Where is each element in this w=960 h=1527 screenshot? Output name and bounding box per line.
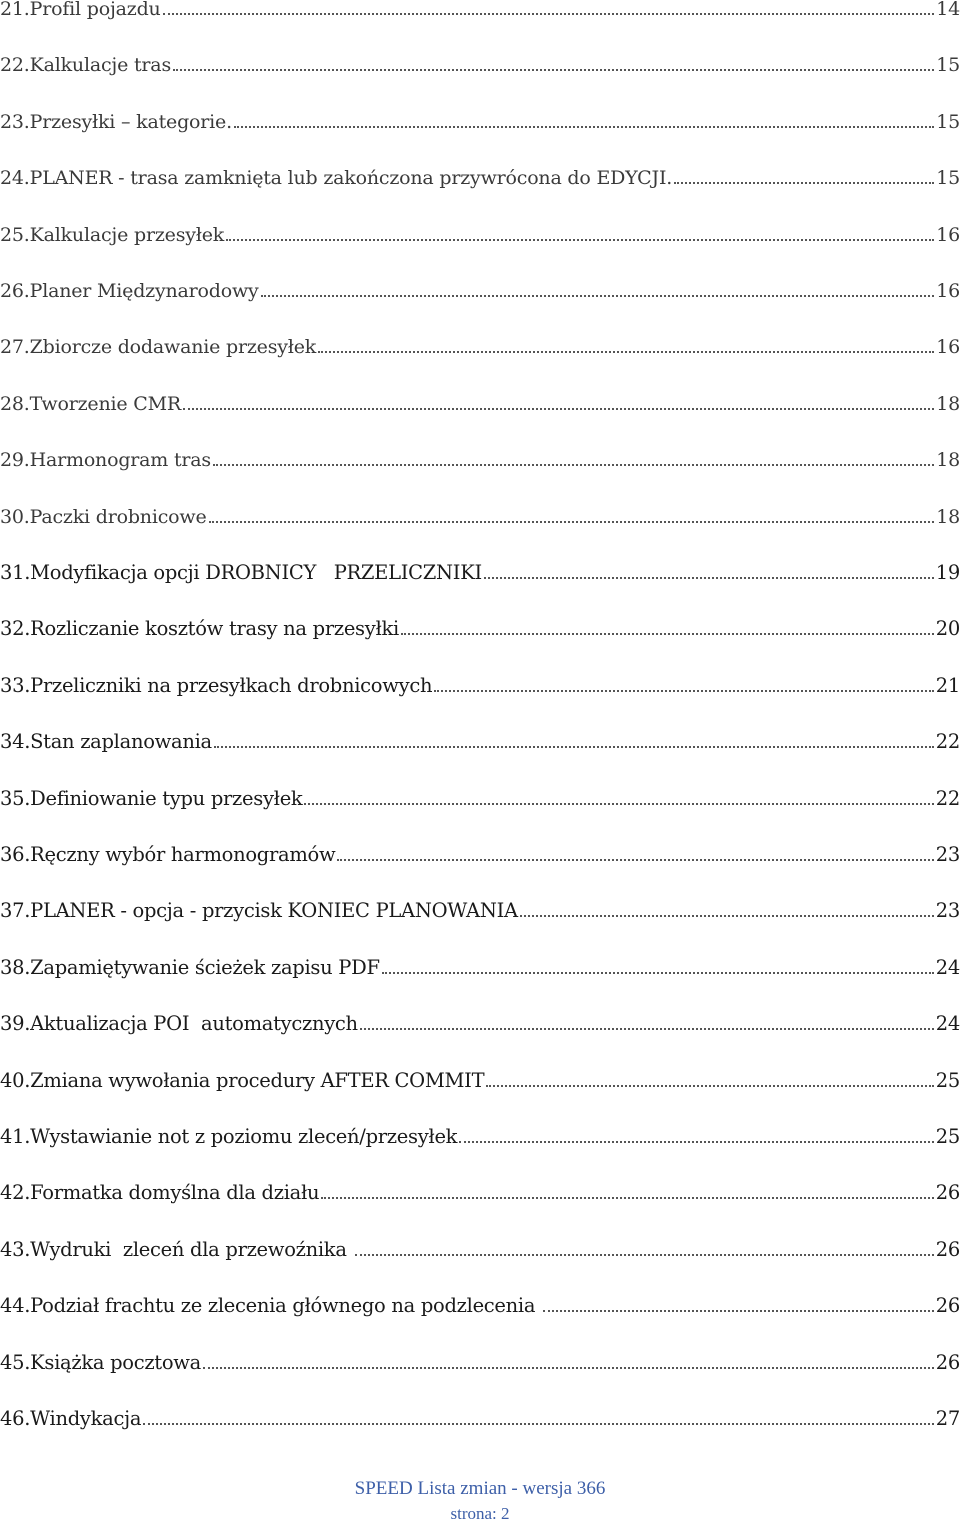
toc-entry-number: 43. xyxy=(0,1237,31,1261)
toc-entry-page: 24 xyxy=(935,955,960,979)
toc-entry-title: Rozliczanie kosztów trasy na przesyłki xyxy=(30,617,399,641)
toc-entry-page: 15 xyxy=(936,54,960,77)
toc-entry-number: 35. xyxy=(0,786,31,810)
toc-entry[interactable] xyxy=(0,1181,960,1238)
toc-entry-page: 26 xyxy=(935,1237,960,1261)
toc-entry-page: 18 xyxy=(936,505,960,528)
toc-dot-leader xyxy=(214,746,934,748)
toc-entry-title: Zmiana wywołania procedury AFTER COMMIT xyxy=(30,1068,485,1092)
toc-dot-leader xyxy=(434,690,934,692)
toc-entry[interactable] xyxy=(0,1069,960,1126)
toc-dot-leader xyxy=(486,1085,933,1087)
toc-dot-leader xyxy=(674,182,934,184)
toc-entry-page: 15 xyxy=(936,110,960,133)
toc-entry-title: Kalkulacje tras xyxy=(29,54,171,77)
toc-entry-title: Zapamiętywanie ścieżek zapisu PDF xyxy=(30,955,380,979)
toc-dot-leader xyxy=(543,1310,934,1312)
toc-entry[interactable] xyxy=(0,223,960,280)
toc-entry[interactable] xyxy=(0,674,960,731)
toc-entry-page: 20 xyxy=(935,617,960,641)
toc-dot-leader xyxy=(183,408,934,410)
toc-dot-leader xyxy=(337,859,933,861)
toc-entry[interactable] xyxy=(0,1125,960,1182)
toc-entry-number: 42. xyxy=(0,1181,31,1205)
toc-entry-page: 18 xyxy=(936,449,960,472)
toc-entry-number: 36. xyxy=(0,843,31,866)
toc-entry-page: 18 xyxy=(936,392,960,415)
toc-entry-number: 44. xyxy=(0,1294,31,1318)
toc-entry[interactable] xyxy=(0,617,960,674)
footer-page-number: strona: 2 xyxy=(450,1504,510,1523)
toc-entry-number: 31. xyxy=(0,561,31,584)
toc-dot-leader xyxy=(360,1028,934,1030)
toc-entry-title: Modyfikacja opcji DROBNICY PRZELICZNIKI xyxy=(30,561,482,584)
toc-entry-number: 45. xyxy=(0,1350,31,1374)
toc-entry[interactable] xyxy=(0,730,960,787)
toc-entry-page: 26 xyxy=(935,1350,960,1374)
toc-entry-title: Planer Międzynarodowy xyxy=(29,280,259,302)
toc-entry-title: Przesyłki – kategorie. xyxy=(29,110,232,133)
toc-entry-title: PLANER - trasa zamknięta lub zakończona przywrócona do EDYCJI. xyxy=(29,167,673,190)
toc-entry[interactable] xyxy=(0,1294,960,1351)
toc-entry-number: 28. xyxy=(0,392,30,415)
toc-entry-number: 41. xyxy=(0,1125,31,1148)
toc-entry-page: 27 xyxy=(935,1407,960,1430)
toc-entry-page: 22 xyxy=(935,786,960,810)
toc-entry-number: 21. xyxy=(0,0,30,20)
toc-dot-leader xyxy=(173,69,934,71)
toc-entry-title: Zbiorcze dodawanie przesyłek xyxy=(29,336,317,359)
toc-entry-page: 26 xyxy=(935,1181,960,1205)
toc-entry-title: Kalkulacje przesyłek xyxy=(29,223,225,246)
toc-entry-title: Tworzenie CMR xyxy=(29,392,181,415)
toc-entry[interactable] xyxy=(0,53,960,110)
toc-entry-page: 25 xyxy=(935,1125,960,1148)
toc-dot-leader xyxy=(459,1141,934,1143)
toc-dot-leader xyxy=(226,239,934,241)
toc-entry[interactable] xyxy=(0,561,960,618)
toc-dot-leader xyxy=(355,1254,934,1256)
toc-entry-title: Książka pocztowa xyxy=(30,1350,201,1374)
toc-entry-title: Profil pojazdu xyxy=(29,0,161,20)
toc-dot-leader xyxy=(304,803,933,805)
toc-entry-page: 14 xyxy=(936,0,960,20)
toc-entry[interactable] xyxy=(0,956,960,1013)
toc-entry[interactable] xyxy=(0,843,960,900)
toc-entry[interactable] xyxy=(0,279,960,336)
toc-entry-title: Stan zaplanowania xyxy=(30,730,212,754)
toc-entry-number: 34. xyxy=(0,730,31,754)
toc-entry-page: 23 xyxy=(935,899,960,923)
toc-entry-number: 27. xyxy=(0,336,30,359)
toc-entry-page: 16 xyxy=(936,336,960,359)
toc-entry[interactable] xyxy=(0,1012,960,1069)
toc-entry-number: 32. xyxy=(0,617,31,641)
toc-entry-number: 40. xyxy=(0,1068,31,1092)
toc-dot-leader xyxy=(401,633,934,635)
toc-entry-title: Definiowanie typu przesyłek xyxy=(30,786,303,810)
toc-dot-leader xyxy=(318,351,934,353)
toc-dot-leader xyxy=(163,13,935,15)
toc-entry-number: 30. xyxy=(0,505,30,528)
toc-entry-title: Formatka domyślna dla działu xyxy=(30,1181,320,1205)
toc-entry[interactable] xyxy=(0,787,960,844)
toc-entry-title: Podział frachtu ze zlecenia głównego na podzlecenia xyxy=(30,1294,542,1318)
toc-entry[interactable] xyxy=(0,110,960,167)
toc-entry-page: 24 xyxy=(935,1012,960,1036)
toc-entry-title: PLANER - opcja - przycisk KONIEC PLANOWANIA xyxy=(30,899,518,923)
toc-dot-leader xyxy=(143,1423,934,1425)
toc-entry-title: Ręczny wybór harmonogramów xyxy=(30,843,336,866)
toc-dot-leader xyxy=(203,1367,934,1369)
toc-entry-title: Przeliczniki na przesyłkach drobnicowych xyxy=(30,673,433,697)
toc-entry-number: 38. xyxy=(0,955,31,979)
toc-entry[interactable] xyxy=(0,1351,960,1408)
toc-entry-title: Windykacja xyxy=(30,1407,142,1430)
toc-dot-leader xyxy=(520,915,934,917)
toc-entry-title: Paczki drobnicowe xyxy=(29,505,207,528)
toc-entry-title: Wydruki zleceń dla przewoźnika xyxy=(30,1237,353,1261)
toc-entry[interactable] xyxy=(0,1407,960,1464)
toc-entry[interactable] xyxy=(0,448,960,505)
toc-entry-page: 23 xyxy=(935,843,960,866)
toc-entry-page: 25 xyxy=(935,1068,960,1092)
toc-entry-number: 23. xyxy=(0,110,30,133)
toc-entry[interactable] xyxy=(0,1238,960,1295)
toc-entry-number: 24. xyxy=(0,167,30,190)
toc-entry-title: Aktualizacja POI automatycznych xyxy=(30,1012,358,1036)
toc-entry-number: 46. xyxy=(0,1407,31,1430)
toc-entry-number: 37. xyxy=(0,899,31,923)
toc-dot-leader xyxy=(484,577,934,579)
toc-dot-leader xyxy=(321,1197,934,1199)
toc-dot-leader xyxy=(234,126,934,128)
footer-document-title: SPEED Lista zmian - wersja 366 xyxy=(354,1478,606,1499)
toc-entry-number: 33. xyxy=(0,673,31,697)
toc-dot-leader xyxy=(213,464,934,466)
toc-entry-page: 15 xyxy=(936,167,960,190)
toc-entry-number: 29. xyxy=(0,449,30,472)
toc-entry-page: 22 xyxy=(935,730,960,754)
toc-entry[interactable] xyxy=(0,0,960,54)
toc-entry-page: 19 xyxy=(935,561,960,584)
toc-entry[interactable] xyxy=(0,166,960,223)
toc-entry-number: 26. xyxy=(0,280,30,302)
toc-dot-leader xyxy=(209,521,935,523)
toc-entry[interactable] xyxy=(0,392,960,449)
toc-entry-page: 16 xyxy=(936,280,960,302)
toc-dot-leader xyxy=(382,972,934,974)
toc-entry-number: 22. xyxy=(0,54,30,77)
toc-dot-leader xyxy=(261,295,935,297)
toc-entry-page: 26 xyxy=(935,1294,960,1318)
toc-entry[interactable] xyxy=(0,505,960,562)
toc-entry-title: Harmonogram tras xyxy=(29,449,211,472)
toc-entry[interactable] xyxy=(0,899,960,956)
toc-entry-page: 16 xyxy=(936,223,960,246)
toc-entry-title: Wystawianie not z poziomu zleceń/przesyłek xyxy=(30,1125,458,1148)
toc-entry-number: 25. xyxy=(0,223,30,246)
toc-entry[interactable] xyxy=(0,335,960,392)
toc-entry-number: 39. xyxy=(0,1012,31,1036)
toc-entry-page: 21 xyxy=(935,673,960,697)
